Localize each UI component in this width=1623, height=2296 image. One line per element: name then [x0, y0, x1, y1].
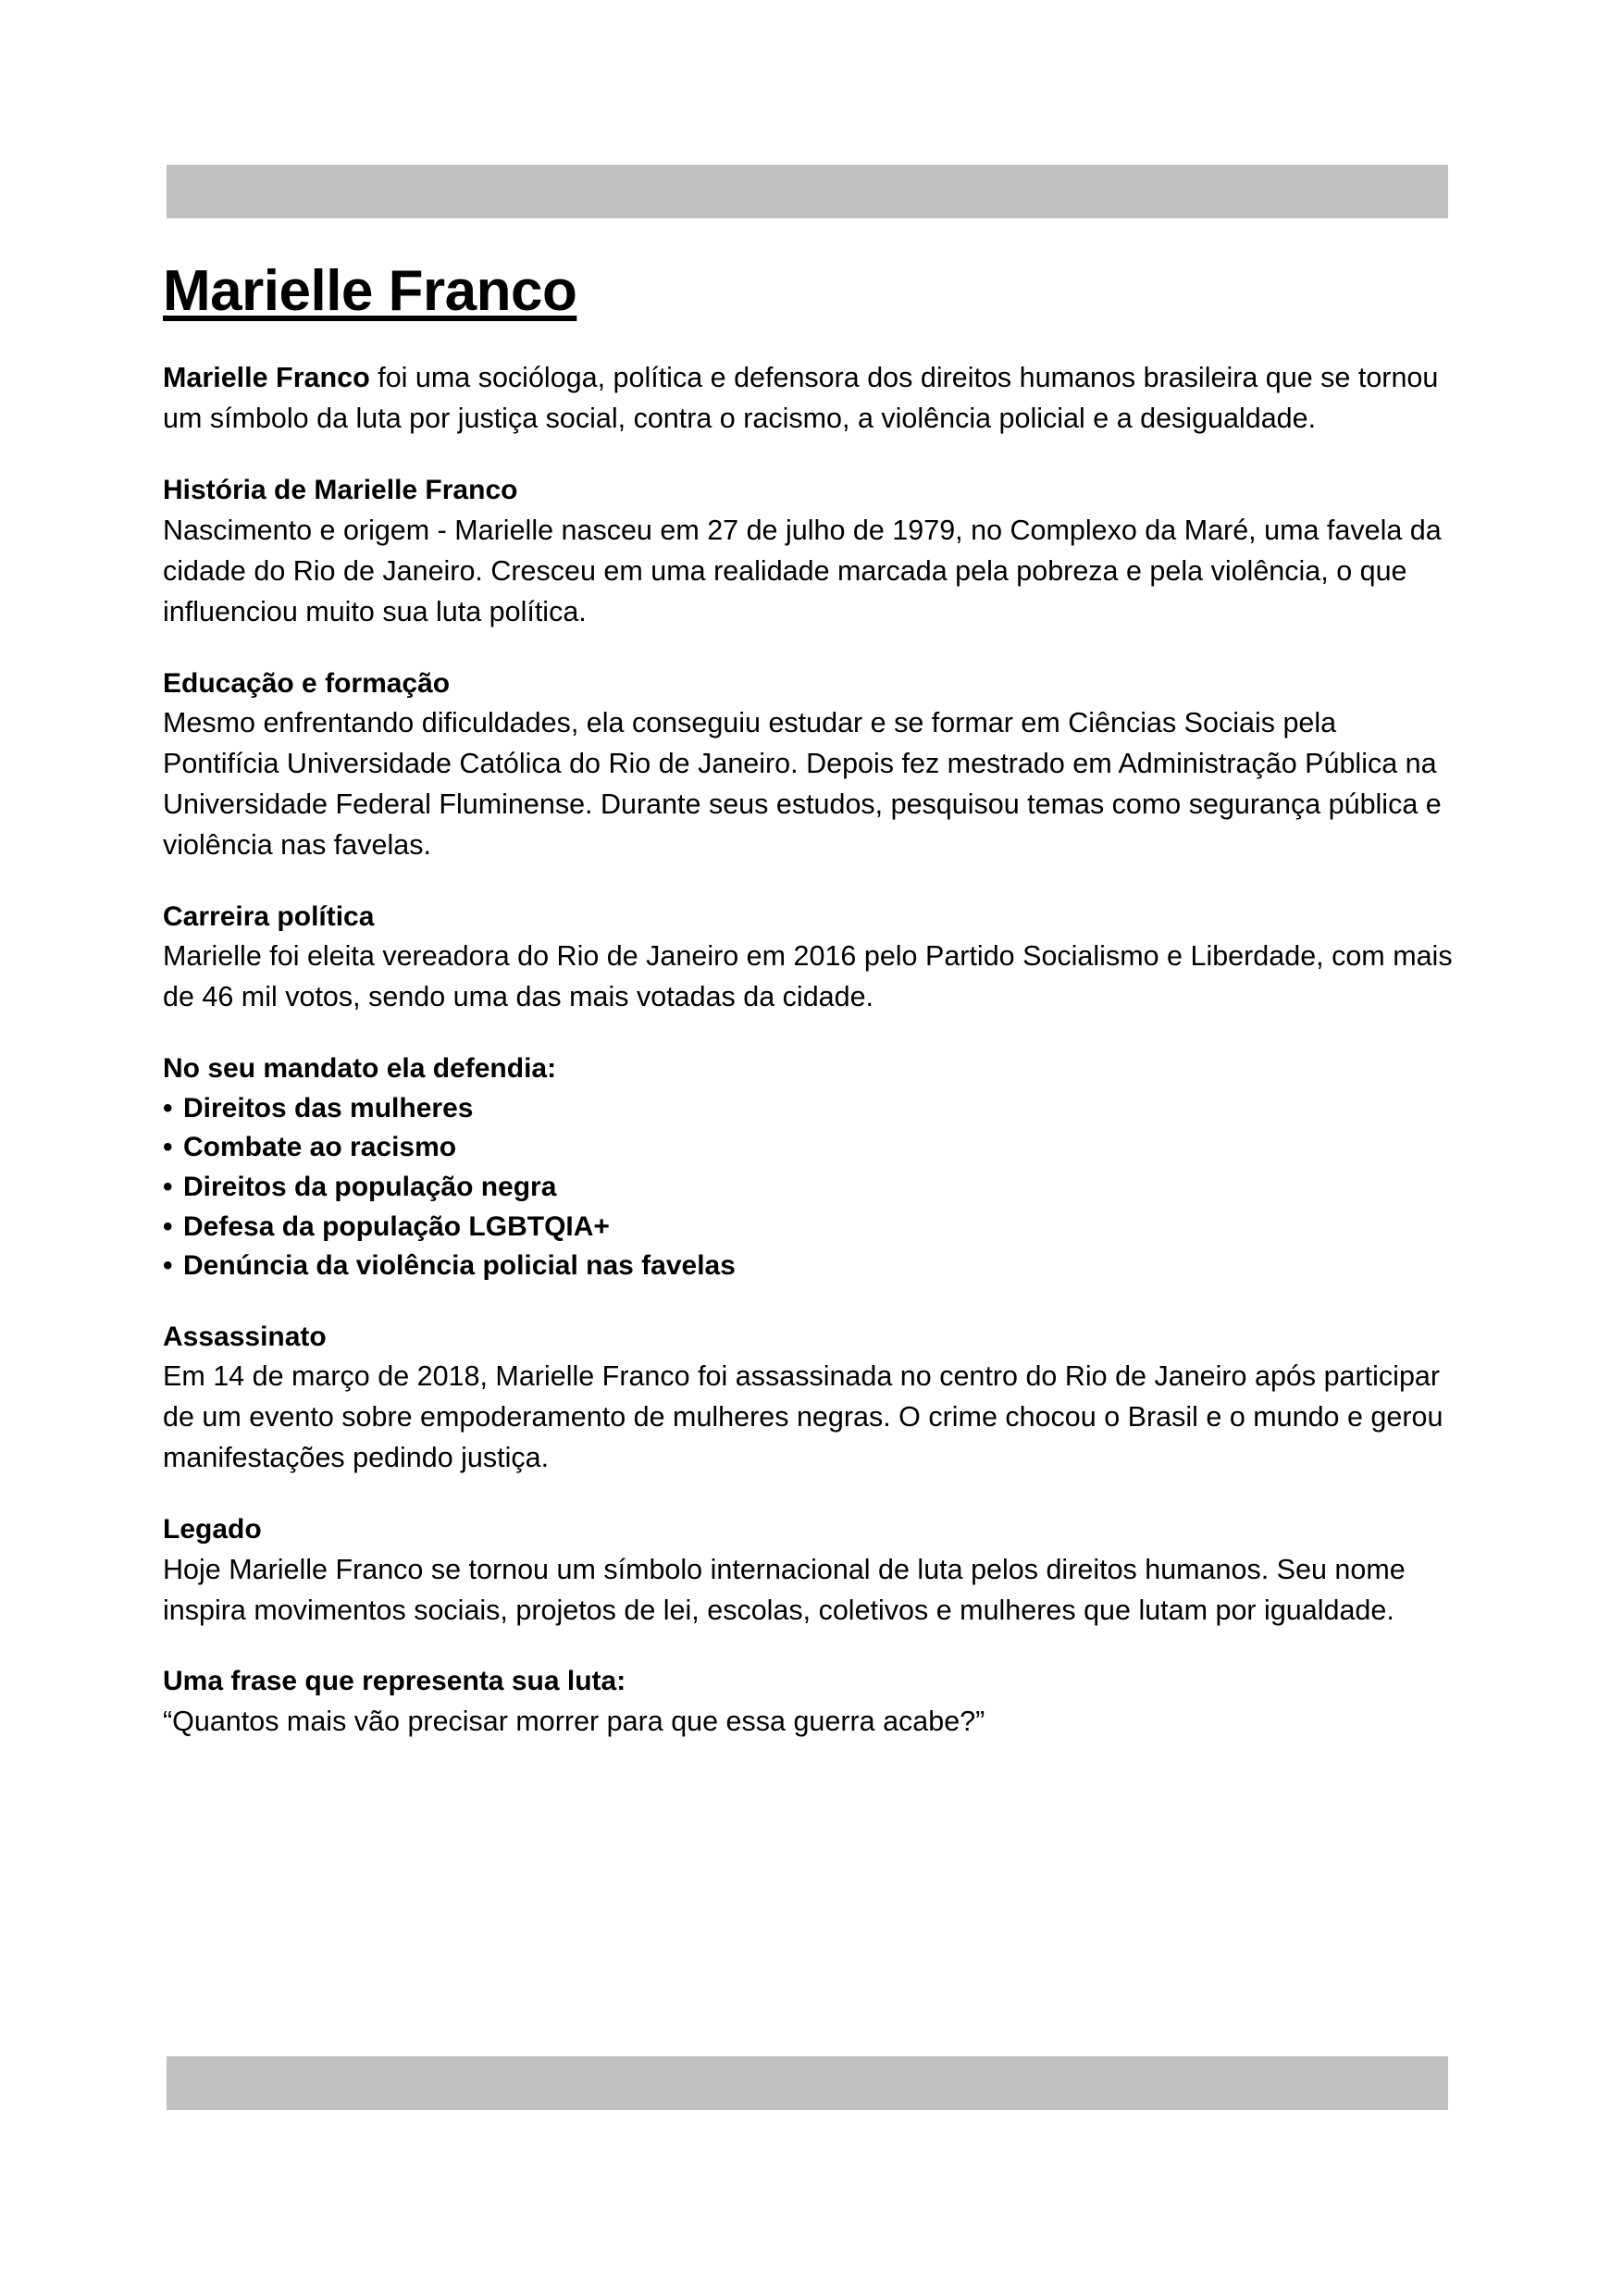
intro-lead: Marielle Franco: [163, 362, 370, 394]
section-heading: Carreira política: [163, 900, 375, 932]
intro-rest: foi uma socióloga, política e defensora dos direitos humanos brasileira que se tornou um símbolo da luta por justiça social, contra o racismo, a violência policial e a desigualdade.: [163, 362, 1439, 435]
section-heading: No seu mandato ela defendia:: [163, 1053, 557, 1085]
list-item: • Combate ao racismo: [163, 1128, 1477, 1168]
section-body: Hoje Marielle Franco se tornou um símbolo internacional de luta pelos direitos humanos. Seu nome inspira movimentos sociais, projetos de lei, escolas, coletivos e mulheres que lutam por igualdade.: [163, 1553, 1406, 1626]
section-historia: [163, 471, 1477, 632]
section-carreira: [163, 898, 1477, 1018]
section-body: Mesmo enfrentando dificuldades, ela conseguiu estudar e se formar em Ciências Sociais pela Pontifícia Universidade Católica do Rio de Janeiro. Depois fez mestrado em Administração Pública na Universidade Federal Fluminense. Durante seus estudos, pesquisou temas como segurança pública e violência nas favelas.: [163, 707, 1442, 861]
list-item: • Direitos das mulheres: [163, 1089, 1477, 1129]
section-heading: História de Marielle Franco: [163, 475, 518, 506]
quote-text: “Quantos mais vão precisar morrer para que essa guerra acabe?”: [163, 1706, 985, 1738]
footer-decoration-band: [167, 2056, 1448, 2110]
list-item: • Denúncia da violência policial nas favelas: [163, 1247, 1477, 1286]
section-legado: [163, 1510, 1477, 1631]
header-decoration-band: [167, 165, 1448, 218]
section-body: Nascimento e origem - Marielle nasceu em 27 de julho de 1979, no Complexo da Maré, uma favela da cidade do Rio de Janeiro. Cresceu em uma realidade marcada pela pobreza e pela violência, o que influenciou muito sua luta política.: [163, 514, 1442, 627]
list-item: • Defesa da população LGBTQIA+: [163, 1208, 1477, 1247]
section-heading: Assassinato: [163, 1321, 327, 1352]
section-assassinato: [163, 1318, 1477, 1479]
section-mandato: [163, 1049, 1477, 1286]
list-item: • Direitos da população negra: [163, 1168, 1477, 1208]
section-heading: Educação e formação: [163, 667, 451, 699]
section-body: Em 14 de março de 2018, Marielle Franco foi assassinada no centro do Rio de Janeiro após participar de um evento sobre empoderamento de mulheres negras. O crime chocou o Brasil e o mundo e gerou manifestações pedindo justiça.: [163, 1360, 1443, 1474]
section-heading: Uma frase que representa sua luta:: [163, 1666, 626, 1697]
mandate-list: [163, 1089, 1477, 1286]
section-frase: [163, 1662, 1477, 1743]
document-content: [163, 259, 1477, 1774]
page-title: Marielle Franco: [163, 259, 577, 323]
section-heading: Legado: [163, 1514, 262, 1545]
intro-paragraph: [163, 358, 1454, 440]
section-educacao: [163, 664, 1477, 866]
section-body: Marielle foi eleita vereadora do Rio de Janeiro em 2016 pelo Partido Socialismo e Liberdade, com mais de 46 mil votos, sendo uma das mais votadas da cidade.: [163, 940, 1453, 1013]
